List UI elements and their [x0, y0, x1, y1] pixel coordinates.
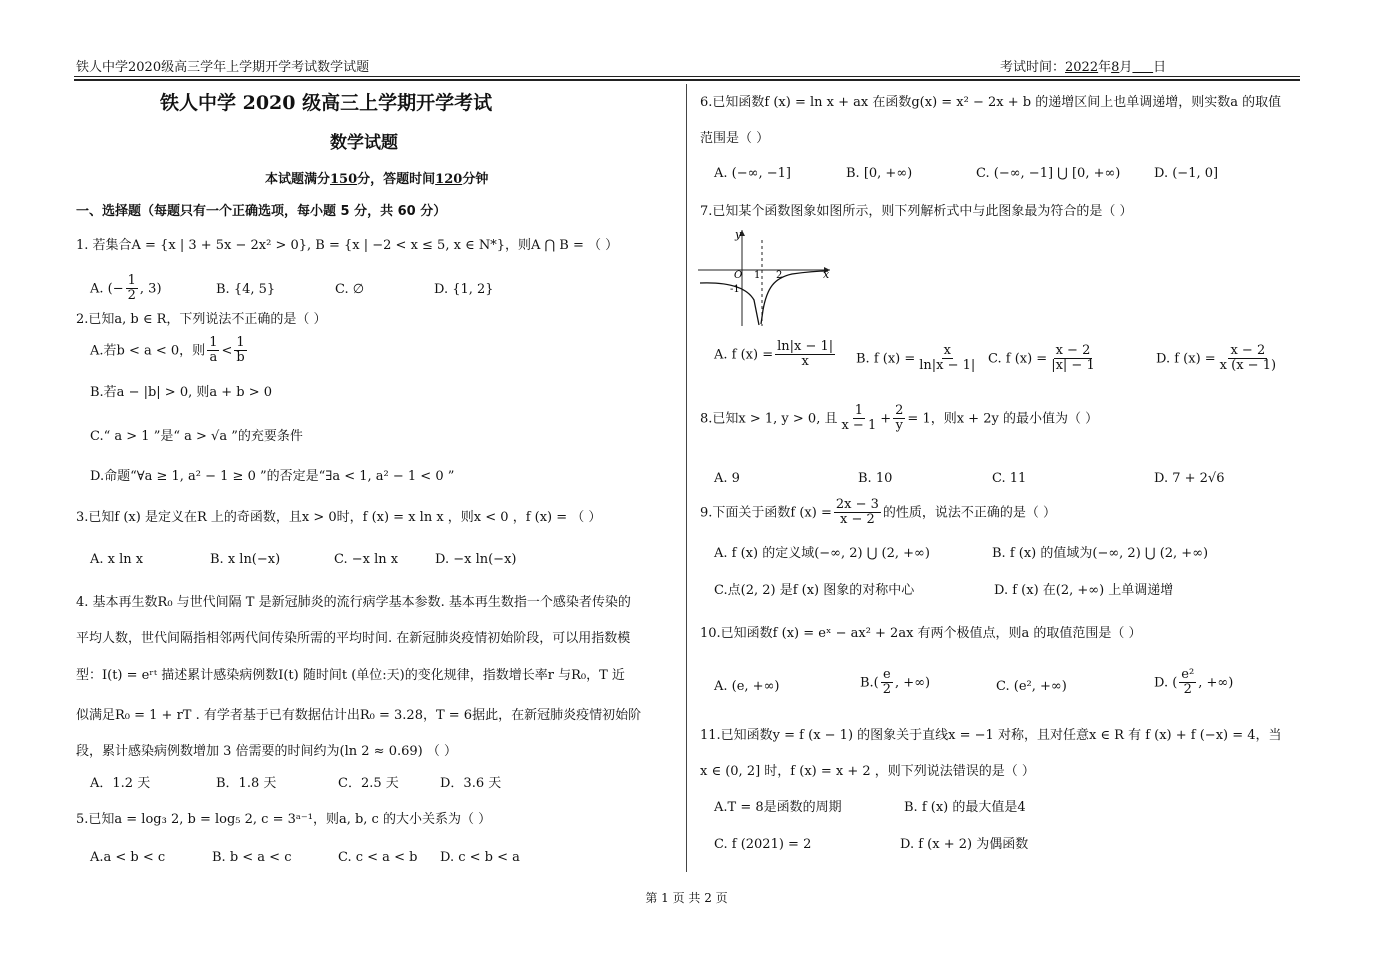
- q2-option-b: B.若a − |b| > 0, 则a + b > 0: [90, 385, 273, 400]
- q11-option-d: D. f (x + 2) 为偶函数: [900, 837, 1029, 852]
- q4-line-1: 4. 基本再生数R₀ 与世代间隔 T 是新冠肺炎的流行病学基本参数. 基本再生数指一个感染者传染的: [76, 595, 631, 610]
- header-rule: [74, 76, 1300, 77]
- info-c: 分钟: [462, 172, 489, 187]
- q7-stem: 7.已知某个函数图象如图所示，则下列解析式中与此图象最为符合的是（ ）: [700, 204, 1133, 219]
- q7-option-a: A. f (x) = $\frac{\ln|x - 1|}{x}$: [714, 339, 834, 370]
- q11-option-a: A.T = 8是函数的周期: [714, 800, 842, 815]
- q5-option-b: B. b < a < c: [212, 850, 292, 865]
- q10-option-c: C. (e², +∞): [996, 679, 1067, 694]
- q2-stem: 2.已知a, b ∈ R，下列说法不正确的是（ ）: [76, 312, 327, 327]
- q6-option-a: A. (−∞, −1]: [714, 166, 791, 181]
- q8-stem: 8.已知x > 1, y > 0, 且 $\frac{1}{x - 1}$ + $\frac{2}{y}$ = 1，则x + 2y 的最小值为（ ）: [700, 403, 1099, 434]
- q3-option-c: C. −x ln x: [334, 552, 399, 567]
- q5-option-c: C. c < a < b: [338, 850, 418, 865]
- q3-option-d: D. −x ln(−x): [435, 552, 517, 567]
- exam-title: 铁人中学 2020 级高三上学期开学考试: [160, 92, 493, 114]
- q6-option-d: D. (−1, 0]: [1154, 166, 1219, 181]
- graph-tick-1: 1: [754, 270, 761, 281]
- q6-option-c: C. (−∞, −1] ⋃ [0, +∞): [976, 166, 1121, 181]
- graph-tick-minus-1: -1: [730, 284, 740, 295]
- q5-option-a: A.a < b < c: [90, 850, 166, 865]
- q3-option-a: A. x ln x: [90, 552, 144, 567]
- q9-option-c: C.点(2, 2) 是f (x) 图象的对称中心: [714, 583, 915, 598]
- q1-option-c: C. ∅: [335, 282, 365, 297]
- q7-option-d: D. f (x) = $\frac{x - 2}{x (x - 1)}$: [1156, 343, 1277, 374]
- graph-origin-label: O: [734, 270, 743, 281]
- page-footer: 第 1 页 共 2 页: [645, 891, 728, 905]
- graph-tick-2: 2: [776, 270, 783, 281]
- day-unit: 日: [1153, 60, 1167, 75]
- q4-line-5: 段，累计感染病例数增加 3 倍需要的时间约为(ln 2 ≈ 0.69) （ ）: [76, 744, 457, 759]
- q4-option-c: C．2.5 天: [338, 776, 399, 791]
- q1-option-b: B. {4, 5}: [216, 282, 276, 297]
- exam-subtitle: 数学试题: [330, 133, 398, 153]
- info-a: 本试题满分: [265, 172, 331, 187]
- header-rule-thick: [74, 79, 1300, 81]
- q11-option-c: C. f (2021) = 2: [714, 837, 812, 852]
- q10-stem: 10.已知函数f (x) = eˣ − ax² + 2ax 有两个极值点，则a 的取值范围是（ ）: [700, 626, 1142, 641]
- header-title: 铁人中学2020级高三学年上学期开学考试数学试题: [76, 60, 370, 75]
- q10-option-a: A. (e, +∞): [714, 679, 780, 694]
- q6-line-2: 范围是（ ）: [700, 131, 770, 146]
- q4-line-2: 平均人数，世代间隔指相邻两代间传染所需的平均时间. 在新冠肺炎疫情初始阶段，可以用指数模: [76, 631, 631, 646]
- section-heading: 一、选择题（每题只有一个正确选项，每小题 5 分，共 60 分）: [76, 204, 447, 219]
- q4-line-3: 型：I(t) = eʳᵗ 描述累计感染病例数I(t) 随时间t (单位:天)的变化规律，指数增长率r 与R₀，T 近: [76, 668, 625, 683]
- q3-option-b: B. x ln(−x): [210, 552, 281, 567]
- q4-option-b: B．1.8 天: [216, 776, 277, 791]
- q11-option-b: B. f (x) 的最大值是4: [904, 800, 1026, 815]
- info-score: 150: [330, 172, 358, 187]
- info-time: 120: [435, 172, 463, 187]
- q1-option-d: D. {1, 2}: [434, 282, 494, 297]
- date-month: 8: [1111, 60, 1120, 75]
- date-label: 考试时间：: [1000, 60, 1066, 75]
- q7-option-b: B. f (x) = $\frac{x}{\ln|x - 1|}$: [856, 343, 976, 374]
- q9-option-a: A. f (x) 的定义域(−∞, 2) ⋃ (2, +∞): [714, 546, 930, 561]
- q4-line-4: 似满足R₀ = 1 + rT . 有学者基于已有数据估计出R₀ = 3.28，T = 6据此，在新冠肺炎疫情初始阶: [76, 708, 642, 723]
- q1-option-a: A. (− $\frac{1}{2}$ , 3): [90, 273, 162, 304]
- q2-option-d: D.命题“∀a ≥ 1, a² − 1 ≥ 0 ”的否定是“∃a < 1, a² − 1 < 0 ”: [90, 469, 455, 484]
- q11-line-2: x ∈ (0, 2] 时，f (x) = x + 2 ，则下列说法错误的是（ ）: [700, 764, 1035, 779]
- q8-option-c: C. 11: [992, 471, 1027, 486]
- month-unit: 月: [1119, 60, 1133, 75]
- q3-stem: 3.已知f (x) 是定义在R 上的奇函数，且x > 0时，f (x) = x ln x ，则x < 0 ，f (x) = （ ）: [76, 510, 602, 525]
- q6-option-b: B. [0, +∞): [846, 166, 913, 181]
- graph-y-label: y: [735, 228, 742, 241]
- q8-option-d: D. 7 + 2√6: [1154, 471, 1225, 486]
- q2-option-c: C.“ a > 1 ”是“ a > √a ”的充要条件: [90, 429, 303, 444]
- q11-line-1: 11.已知函数y = f (x − 1) 的图象关于直线x = −1 对称，且对任意x ∈ R 有 f (x) + f (−x) = 4，当: [700, 728, 1282, 743]
- date-day-blank: [1132, 60, 1153, 75]
- q2-option-a: A.若b < a < 0，则 $\frac{1}{a}$ < $\frac{1}{b}$: [90, 335, 245, 366]
- q4-option-a: A．1.2 天: [90, 776, 151, 791]
- q10-option-b: B.( $\frac{e}{2}$ , +∞): [860, 667, 931, 698]
- q9-option-b: B. f (x) 的值域为(−∞, 2) ⋃ (2, +∞): [992, 546, 1209, 561]
- q7-function-graph: [696, 226, 836, 330]
- year-unit: 年: [1098, 60, 1112, 75]
- q9-stem: 9.下面关于函数f (x) = $\frac{2x - 3}{x - 2}$ 的性质，说法不正确的是（ ）: [700, 497, 1057, 528]
- exam-info: [265, 172, 488, 188]
- graph-x-label: x: [823, 268, 830, 281]
- info-b: 分，答题时间: [357, 172, 436, 187]
- date-year: 2022: [1065, 60, 1099, 75]
- q1-stem: 1. 若集合A = {x | 3 + 5x − 2x² > 0}, B = {x | −2 < x ≤ 5, x ∈ N*}，则A ⋂ B = （ ）: [76, 238, 619, 253]
- q10-option-d: D. ( $\frac{\text{e²}}{2}$ , +∞): [1154, 667, 1234, 698]
- q8-option-b: B. 10: [858, 471, 893, 486]
- column-divider: [686, 84, 687, 872]
- exam-date: [1000, 56, 1166, 75]
- q5-stem: 5.已知a = log₃ 2, b = log₅ 2, c = 3ᵃ⁻¹，则a, b, c 的大小关系为（ ）: [76, 812, 492, 827]
- q5-option-d: D. c < b < a: [440, 850, 520, 865]
- q7-option-c: C. f (x) = $\frac{x - 2}{|x| - 1}$: [988, 343, 1095, 374]
- q6-line-1: 6.已知函数f (x) = ln x + ax 在函数g(x) = x² − 2x + b 的递增区间上也单调递增，则实数a 的取值: [700, 95, 1282, 110]
- q4-option-d: D．3.6 天: [440, 776, 502, 791]
- q9-option-d: D. f (x) 在(2, +∞) 上单调递增: [994, 583, 1174, 598]
- q8-option-a: A. 9: [714, 471, 740, 486]
